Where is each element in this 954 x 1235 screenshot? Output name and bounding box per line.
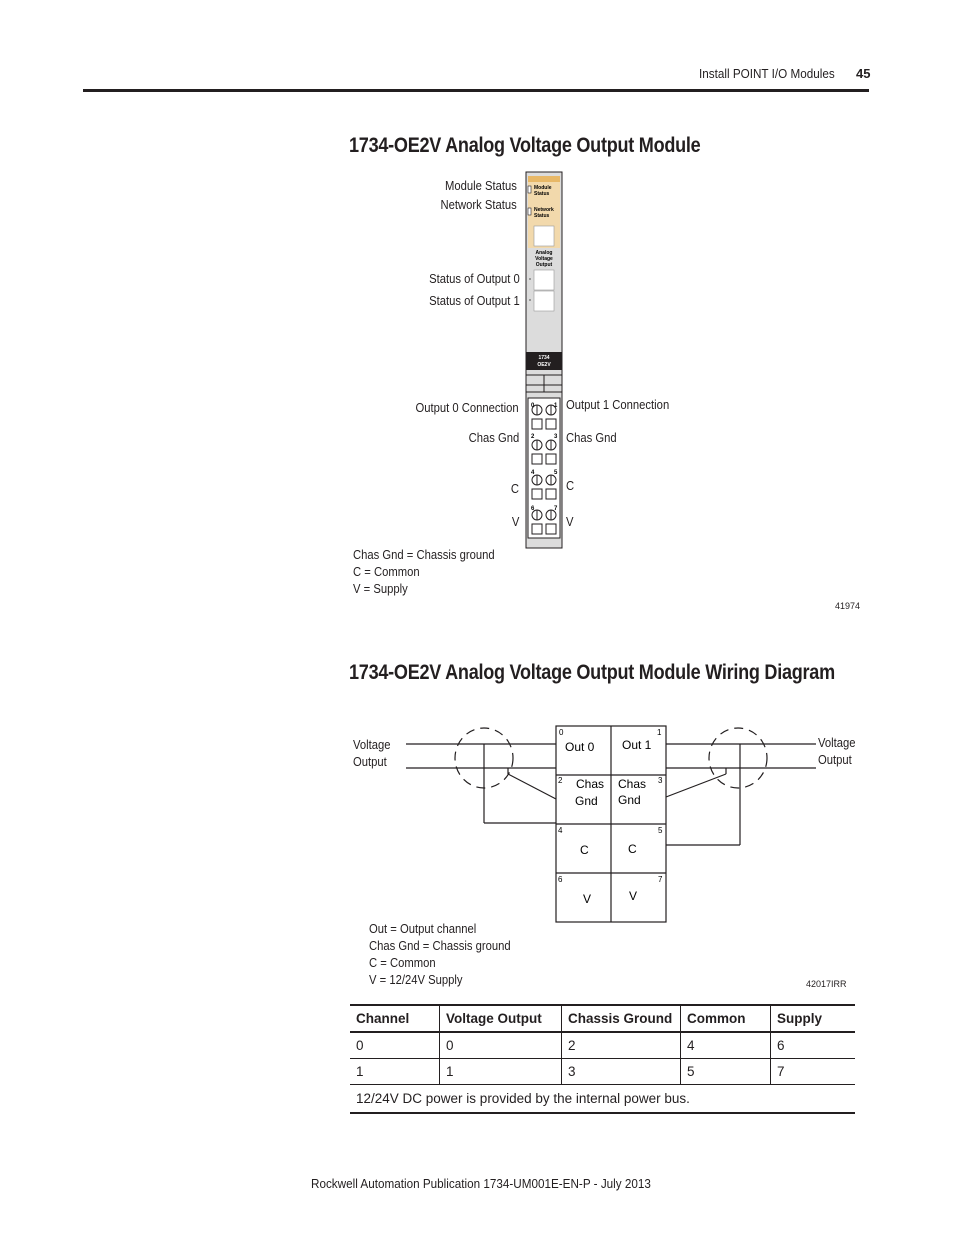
wiring-right-label-line2: Output [818, 753, 852, 767]
label-network-status: Network Status [440, 198, 517, 212]
module-illustration [520, 170, 570, 552]
cell-label-6: V [583, 892, 592, 906]
cell-label-2-line2: Gnd [575, 794, 598, 808]
running-header: Install POINT I/O Modules [699, 66, 835, 81]
table-header-channel: Channel [350, 1005, 440, 1032]
table-header-common: Common [681, 1005, 771, 1032]
header-rule [83, 89, 869, 92]
table-cell: 7 [771, 1059, 856, 1085]
cell-num-7: 7 [658, 875, 663, 884]
wiring-title: 1734-OE2V Analog Voltage Output Module Wiring Diagram [349, 661, 835, 684]
face-module-status-line2: Status [534, 191, 550, 197]
table-cell: 3 [562, 1059, 681, 1085]
cell-label-1: Out 1 [622, 738, 652, 752]
figure-id-1: 41974 [835, 601, 861, 611]
table-header-chassis-ground: Chassis Ground [562, 1005, 681, 1032]
cell-label-7: V [629, 889, 638, 903]
table-header-voltage-output: Voltage Output [440, 1005, 562, 1032]
label-output1-connection: Output 1 Connection [566, 398, 670, 412]
wiring-diagram [340, 720, 830, 930]
cell-label-0: Out 0 [565, 740, 595, 754]
face-catalog-line1: 1734 [538, 355, 550, 361]
face-terminal-0: 0 [531, 403, 535, 409]
cell-label-2-line1: Chas [576, 777, 605, 791]
table-cell: 1 [440, 1059, 562, 1085]
face-terminal-3: 3 [554, 434, 558, 440]
wiring-right-label-line1: Voltage [818, 736, 856, 750]
cell-label-3-line2: Gnd [618, 793, 641, 807]
label-v-left: V [511, 515, 519, 529]
table-cell: 1 [350, 1059, 440, 1085]
label-c-left: C [510, 482, 519, 496]
table-header-supply: Supply [771, 1005, 856, 1032]
face-terminal-6: 6 [531, 506, 535, 512]
face-terminal-1: 1 [554, 403, 558, 409]
face-type-line2: Voltage [535, 256, 553, 262]
face-module-status-line1: Module [534, 185, 552, 191]
wiring-legend [369, 921, 526, 989]
face-type-line1: Analog [535, 250, 553, 256]
face-terminal-7: 7 [554, 506, 558, 512]
legend-line: V = 12/24V Supply [369, 973, 463, 987]
label-output0-connection: Output 0 Connection [415, 401, 519, 415]
label-chas-gnd-left: Chas Gnd [468, 431, 519, 445]
table-cell: 2 [562, 1032, 681, 1059]
legend-line: V = Supply [353, 582, 408, 596]
cell-label-4: C [580, 843, 589, 857]
legend-line: Out = Output channel [369, 922, 477, 936]
label-v-right: V [566, 515, 574, 529]
legend-line: C = Common [369, 956, 436, 970]
table-note-row [350, 1085, 855, 1114]
figure-id-2: 42017IRR [806, 979, 847, 989]
table-note: 12/24V DC power is provided by the internal power bus. [350, 1085, 855, 1114]
table-cell: 4 [681, 1032, 771, 1059]
table-cell: 0 [440, 1032, 562, 1059]
page-number: 45 [856, 66, 871, 81]
label-chas-gnd-right: Chas Gnd [566, 431, 617, 445]
table-header-row [350, 1005, 855, 1032]
label-module-status: Module Status [445, 179, 517, 193]
table-cell: 0 [350, 1032, 440, 1059]
face-terminal-5: 5 [554, 470, 558, 476]
face-network-status-line1: Network [534, 207, 554, 213]
legend-line: Chas Gnd = Chassis ground [353, 548, 495, 562]
module-title: 1734-OE2V Analog Voltage Output Module [349, 134, 701, 157]
table-cell: 6 [771, 1032, 856, 1059]
face-catalog-line2: OE2V [537, 362, 551, 368]
cell-num-4: 4 [558, 826, 563, 835]
label-status-output0: Status of Output 0 [429, 272, 520, 286]
face-network-status-line2: Status [534, 213, 550, 219]
cell-label-3-line1: Chas [618, 777, 647, 791]
cell-num-0: 0 [559, 728, 564, 737]
label-status-output1: Status of Output 1 [429, 294, 520, 308]
face-terminal-2: 2 [531, 434, 535, 440]
module-legend [353, 547, 510, 598]
cell-num-5: 5 [658, 826, 663, 835]
page-footer: Rockwell Automation Publication 1734-UM001E-EN-P - July 2013 [311, 1176, 651, 1191]
cell-num-3: 3 [658, 776, 663, 785]
cell-num-1: 1 [657, 728, 662, 737]
table-cell: 5 [681, 1059, 771, 1085]
wiring-left-label-line1: Voltage [353, 738, 391, 752]
table-row [350, 1032, 855, 1059]
label-c-right: C [566, 479, 575, 493]
legend-line: C = Common [353, 565, 420, 579]
face-type-line3: Output [535, 262, 553, 268]
cell-label-5: C [628, 842, 637, 856]
face-terminal-4: 4 [531, 470, 535, 476]
legend-line: Chas Gnd = Chassis ground [369, 939, 511, 953]
wiring-left-label-line2: Output [353, 755, 387, 769]
table-row [350, 1059, 855, 1085]
cell-num-6: 6 [558, 875, 563, 884]
wiring-table [350, 1004, 855, 1114]
cell-num-2: 2 [558, 776, 563, 785]
